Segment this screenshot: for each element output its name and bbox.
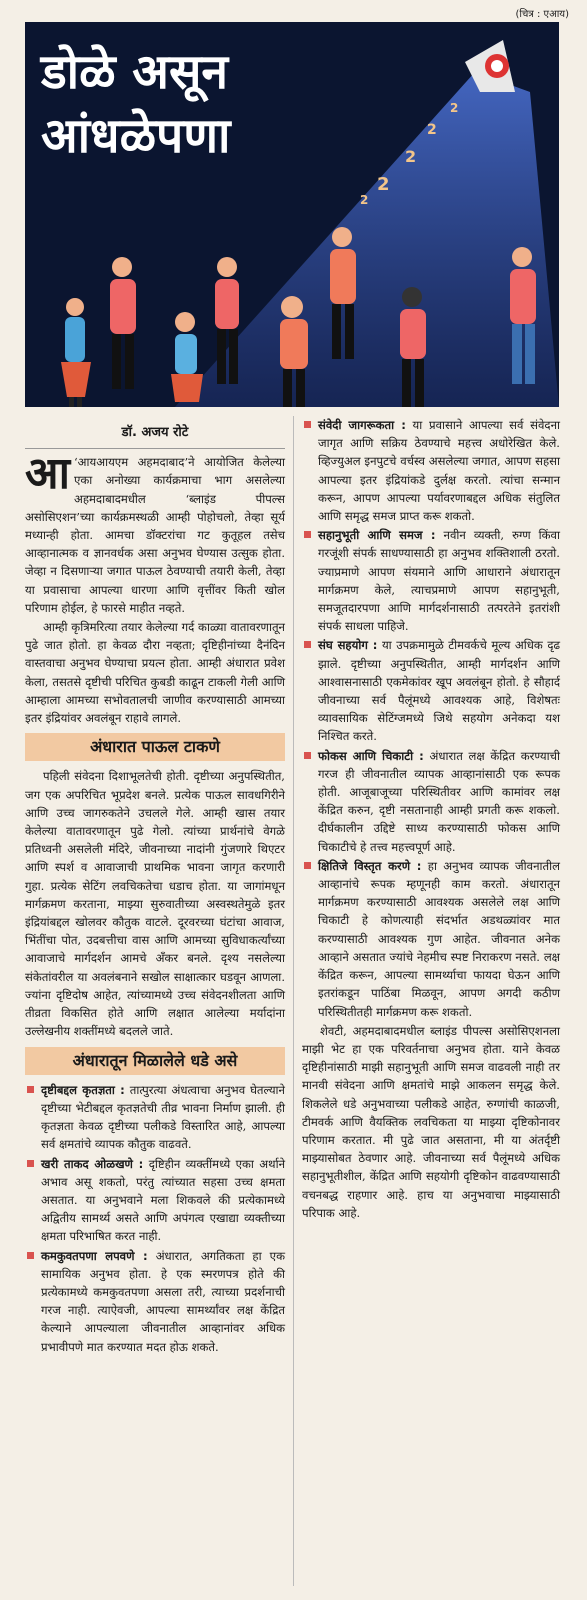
lesson-item [302, 636, 560, 745]
bullet-square-icon [27, 1160, 34, 1167]
lesson-title: सहानुभूती आणि समज : [318, 528, 436, 543]
lesson-item [302, 747, 560, 856]
lesson-item [25, 1247, 285, 1356]
sound-number: 2 [450, 101, 459, 115]
paragraph: आम्ही कृत्रिमरित्या तयार केलेल्या गर्द काळ्या वातावरणातून पुढे जात होतो. हा केवळ दौरा नव्हता; दृष्टिहीनांच्या दैनंदिन वास्तवाचा अनुभव घेण्याचा प्रयत्न होता. आम्ही अंधारात प्रवेश केला, तसतसे दृष्टीची परिचित कुबडी काढून टाकली गेली आणि आम्हाला आमच्या सभोवतालची जाणीव करण्यासाठी आमच्या इतर इंद्रियांवर अवलंबून राहावे लागले. [25, 620, 285, 726]
article-column-left [25, 416, 285, 1357]
lesson-item [302, 416, 560, 525]
article-headline [41, 40, 230, 168]
bullet-square-icon [27, 1252, 34, 1259]
lesson-title: फोकस आणि चिकाटी : [318, 748, 424, 763]
sound-number: 2 [360, 193, 369, 207]
intro-text: ‘आयआयएम अहमदाबाद’ने आयोजित केलेल्या एका अनोख्या कार्यक्रमाचा भाग असलेल्या अहमदाबादमधील ‘ब्लाइंड पीपल्स असोसिएशन’च्या कार्यक्रमस्थळी आम्ही पोहोचलो, तेव्हा सूर्य मध्यान्ही होता. आमचा डॉक्टरांचा गट कुतूहल तसेच आव्हानात्मक व ज्ञानवर्धक असा अनुभव घेण्यास उत्सुक होता. जेव्हा न दिसणाऱ्या जगात पाऊल ठेवण्याची तयारी केली, तेव्हा या प्रवासाचा आपल्या धारणा आणि वृत्तींवर किती खोल परिणाम होईल, हे फारसे माहीत नव्हते. [25, 455, 285, 615]
closing-paragraph: शेवटी, अहमदाबादमधील ब्लाइंड पीपल्स असोसिएशनला माझी भेट हा एक परिवर्तनाचा अनुभव होता. याने केवळ दृष्टिहीनांसाठी माझी सहानुभूती आणि समज वाढवली नाही तर मानवी संवेदना आणि क्षमतांचे माझे आकलन समृद्ध केले. शिकलेले धडे अनुभवाच्या पलीकडे आहेत, रुग्णांची काळजी, टीमवर्क आणि वैयक्तिक लवचिकता या माझ्या दृष्टिकोनावर परिणाम करतात. मी पुढे जात असताना, मी या अंतर्दृष्टी माझ्यासोबत ठेवणार आहे. जीवनाच्या सर्व पैलूंमध्ये अधिक सहानुभूतीशील, केंद्रित आणि सहयोगी दृष्टिकोन वाढवण्यासाठी वचनबद्ध राहणार आहे. हाच या अनुभवाचा माझ्यासाठी परिपाक आहे. [302, 1023, 560, 1220]
paragraph: पहिली संवेदना दिशाभूलतेची होती. दृष्टीच्या अनुपस्थितीत, जग एक अपरिचित भूप्रदेश बनले. प्रत्येक पाऊल सावधगिरीने आणि उच्च जागरुकतेने उचलले गेले. आम्ही खास तयार केलेल्या वातावरणातून पुढे गेलो. त्यांच्या प्रार्थनांचे वेगळे प्रतिध्वनी असलेली मंदिरे, जीवनाच्या नादांनी गुंजणारे थिएटर आणि स्पर्श व आवाजाची प्राथमिक भावना जागृत करणारी गुहा. प्रत्येक सेटिंग लवचिकतेचा धडाच होता. या जागांमधून मार्गक्रमण करताना, माझ्या सुरुवातीच्या अस्वस्थतेमुळे इतर इंद्रियांबद्दल खोलवर कौतुक वाटले. दूरवरच्या घंटांचा आवाज, भिंतींचा पोत, उदबत्तीचा वास आणि आमच्या सुविधाकर्त्यांच्या आवाजाचे मार्गदर्शन आमचे अँकर बनले. दृश्य नसलेल्या संकेतांवरील या अवलंबनाने सखोल साक्षात्कार घडवून आणला. ज्यांना दृष्टिदोष आहेत, त्यांच्यामध्ये उच्च संवेदनशीलता आणि तीव्रता विकसित होते आणि लक्षात आलेल्या मर्यादांना उल्लेखनीय शक्तींमध्ये बदलले जाते. [25, 769, 285, 1039]
lesson-title: कमकुवतपणा लपवणे : [41, 1248, 148, 1263]
lesson-item [302, 526, 560, 635]
image-credit: (चित्र : एआय) [515, 9, 569, 20]
bullet-square-icon [304, 421, 311, 428]
lesson-text: तात्पुरत्या अंधत्वाचा अनुभव घेतल्याने दृष्टीच्या भेटीबद्दल कृतज्ञतेची तीव्र भावना निर्माण झाली. ही कृतज्ञता केवळ दृष्टीच्या पलीकडे विस्तारित आहे, आपल्या सर्व क्षमतांचे व्यापक कौतुक वाढवते. [41, 1082, 285, 1152]
bullet-square-icon [304, 862, 311, 869]
sound-number: 2 [427, 122, 437, 138]
article-column-right [302, 416, 560, 1223]
headline-line-1: डोळे असून [41, 44, 229, 100]
lesson-title: संघ सहयोग : [318, 638, 378, 653]
lesson-text: अंधारात, अगतिकता हा एक सामायिक अनुभव होता. हे एक स्मरणपत्र होते की प्रत्येकामध्ये कमकुवतपणा असला तरी, त्याच्या प्रदर्शनाची गरज नाही. त्याऐवजी, आपल्या सामर्थ्यांवर लक्ष केंद्रित केल्याने आपल्याला जीवनातील आव्हानांवर अधिक प्रभावीपणे मात करण्यात मदत होऊ शकते. [41, 1248, 286, 1354]
lesson-item [25, 1155, 285, 1246]
bullet-square-icon [304, 531, 311, 538]
lesson-title: क्षितिजे विस्तृत करणे : [318, 858, 422, 873]
section-heading: अंधारात पाऊल टाकणे [25, 733, 285, 761]
lesson-title: खरी ताकद ओळखणे : [41, 1156, 144, 1171]
section-heading: अंधारातून मिळालेले धडे असे [25, 1047, 285, 1075]
lesson-text: या उपक्रमामुळे टीमवर्कचे मूल्य अधिक दृढ झाले. दृष्टीच्या अनुपस्थितीत, आम्ही मार्गदर्शन आणि आश्वासनासाठी एकमेकांवर खूप अवलंबून होतो. हे सौहार्द जीवनाच्या सर्व पैलूंमध्ये आवश्यक आहे, विशेषतः व्यावसायिक सेटिंग्जमध्ये जिथे सहयोग अनेकदा यश निश्चित करते. [318, 638, 561, 744]
sound-number: 2 [377, 174, 390, 195]
lesson-title: दृष्टीबद्दल कृतज्ञता : [41, 1082, 125, 1097]
bullet-square-icon [304, 641, 311, 648]
lesson-text: दृष्टिहीन व्यक्तींमध्ये एका अर्थाने अभाव असू शकतो, परंतु त्यांच्यात सहसा उच्च क्षमता असतात. या अनुभवाने मला शिकवले की प्रत्येकामध्ये अद्वितीय सामर्थ्य असते आणि अपंगत्व एखाद्या व्यक्तीच्या क्षमता परिभाषित करत नाही. [41, 1156, 286, 1244]
lesson-title: संवेदी जागरूकता : [318, 418, 406, 432]
lesson-item [302, 857, 560, 1021]
lesson-text: या प्रवासाने आपल्या सर्व संवेदना जागृत आणि सक्रिय ठेवण्याचे महत्त्व अधोरेखित केले. व्हिज्युअल इनपुटचे वर्चस्व असलेल्या जगात, आपण सहसा आपल्या इतर इंद्रियांकडे दुर्लक्ष करतो. त्यांचा सन्मान करून, आपण आपल्या पर्यावरणाबद्दल अधिक संतुलित आणि समृद्ध समज प्राप्त करू शकतो. [318, 418, 561, 524]
drop-cap: आ [25, 448, 70, 500]
hero-illustration [25, 22, 559, 407]
lesson-text: हा अनुभव व्यापक जीवनातील आव्हानांचे रूपक म्हणूनही काम करतो. अंधारातून मार्गक्रमण करण्यासाठी आवश्यक असलेले लक्ष आणि चिकाटी हे कोणत्याही संदर्भात अडथळ्यांवर मात करण्यासाठी आवश्यक गुण आहेत. जीवनात अनेक आव्हाने असतात ज्यांचे नेहमीच स्पष्ट निराकरण नसते. लक्ष केंद्रित करून, आपल्या सामर्थ्याचा फायदा घेऊन आणि इतरांकडून पाठिंबा मिळवून, आपण अगदी कठीण परिस्थितीतही मार्गक्रमण करू शकतो. [318, 858, 561, 1019]
column-divider [293, 416, 294, 1586]
intro-paragraph [25, 448, 285, 617]
lesson-item [25, 1081, 285, 1154]
bullet-square-icon [304, 752, 311, 759]
author-byline: डॉ. अजय रोटे [25, 416, 285, 449]
sound-number: 2 [405, 147, 417, 166]
bullet-square-icon [27, 1086, 34, 1093]
lesson-text: अंधारात लक्ष केंद्रित करण्याची गरज ही जीवनातील व्यापक आव्हानांसाठी एक रूपक होती. आजूबाजूच्या परिस्थितीवर आणि कामांवर लक्ष केंद्रित करुन, दृष्टी नसतानाही आम्ही प्रगती करू शकलो. दीर्घकालीन उद्दिष्टे साध्य करण्यासाठी फोकस आणि चिकाटीचे हे तत्त्व महत्त्वपूर्ण आहे. [318, 748, 561, 854]
lesson-text: नवीन व्यक्ती, रुग्ण किंवा गरजूंशी संपर्क साधण्यासाठी हा अनुभव शक्तिशाली ठरतो. ज्याप्रमाणे आपण संयमाने आणि आधाराने अंधारातून मार्गक्रमण केले, त्याचप्रमाणे आपण सहानुभूती, समजूतदारपणा आणि मार्गदर्शनासाठी तत्परतेने इतरांशी संपर्क साधला पाहिजे. [318, 528, 560, 634]
headline-line-2: आंधळेपणा [41, 108, 231, 164]
